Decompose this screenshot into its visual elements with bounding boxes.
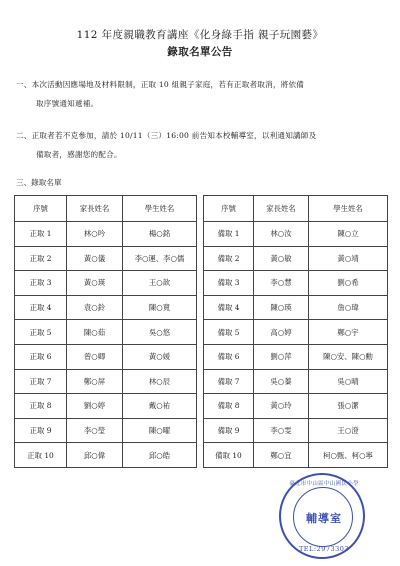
admitted-row (15, 394, 197, 419)
student-name: 李○運、李○儒 (123, 246, 197, 271)
column-header-number: 序號 (15, 196, 67, 222)
waitlist-row (204, 344, 388, 369)
row-number: 備取 1 (204, 222, 254, 247)
admitted-header-row (15, 196, 197, 222)
student-name: 黃○媛 (123, 344, 197, 369)
student-name: 楊○銘 (123, 222, 197, 247)
row-number: 備取 5 (204, 320, 254, 345)
note-1-continuation: 取序號通知遞補。 (36, 99, 99, 108)
row-number: 正取 10 (15, 443, 67, 468)
parent-name: 陳○茹 (67, 320, 123, 345)
waitlist-row (204, 369, 388, 394)
admitted-row (15, 344, 197, 369)
stamp-tel-text: TEL:2973303 (298, 545, 350, 553)
admitted-row (15, 418, 197, 443)
waitlist-header-row (204, 196, 388, 222)
parent-name: 鄭○屏 (67, 369, 123, 394)
student-name: 王○澄 (309, 418, 388, 443)
row-number: 備取 2 (204, 246, 254, 271)
student-name: 黃○靖 (309, 246, 388, 271)
waitlist-row (204, 246, 388, 271)
waitlist-table (203, 195, 388, 468)
parent-name: 林○吟 (67, 222, 123, 247)
parent-name: 鄭○宜 (254, 443, 309, 468)
waitlist-row (204, 271, 388, 296)
row-number: 備取 9 (204, 418, 254, 443)
row-number: 正取 7 (15, 369, 67, 394)
row-number: 正取 3 (15, 271, 67, 296)
student-name: 詹○瑋 (309, 295, 388, 320)
student-name: 張○潔 (309, 394, 388, 419)
waitlist-row (204, 320, 388, 345)
row-number: 正取 2 (15, 246, 67, 271)
note-2 (16, 126, 388, 164)
row-number: 備取 3 (204, 271, 254, 296)
row-number: 備取 7 (204, 369, 254, 394)
student-name: 吳○晴 (309, 369, 388, 394)
parent-name: 李○慧 (254, 271, 309, 296)
column-header-parent: 家長姓名 (254, 196, 309, 222)
row-number: 正取 8 (15, 394, 67, 419)
note-2-continuation: 備取者，感謝您的配合。 (36, 150, 122, 159)
admitted-row (15, 246, 197, 271)
admitted-row (15, 320, 197, 345)
admitted-row (15, 222, 197, 247)
row-number: 備取 8 (204, 394, 254, 419)
list-heading: 三、錄取名單 (16, 178, 62, 187)
student-name: 陳○曜 (123, 418, 197, 443)
office-seal-stamp (279, 473, 365, 559)
waitlist-row (204, 295, 388, 320)
waitlist-row (204, 394, 388, 419)
parent-name: 袁○鈴 (67, 295, 123, 320)
parent-name: 黃○敏 (254, 246, 309, 271)
student-name: 劉○希 (309, 271, 388, 296)
student-name: 柯○甄、柯○寧 (309, 443, 388, 468)
parent-name: 林○汝 (254, 222, 309, 247)
student-name: 邱○皓 (123, 443, 197, 468)
student-name: 林○辰 (123, 369, 197, 394)
student-name: 吳○悠 (123, 320, 197, 345)
parent-name: 黃○瑛 (67, 271, 123, 296)
stamp-center-text: 輔導室 (306, 512, 342, 525)
parent-name: 李○雯 (254, 418, 309, 443)
parent-name: 曾○卿 (67, 344, 123, 369)
column-header-student: 學生姓名 (123, 196, 197, 222)
column-header-student: 學生姓名 (309, 196, 388, 222)
parent-name: 邱○偉 (67, 443, 123, 468)
stamp-ring-text: 臺北市中山區中山國民小學 (289, 481, 359, 487)
row-number: 正取 9 (15, 418, 67, 443)
student-name: 戴○祐 (123, 394, 197, 419)
parent-name: 高○婷 (254, 320, 309, 345)
admitted-row (15, 295, 197, 320)
student-name: 王○歆 (123, 271, 197, 296)
row-number: 備取 4 (204, 295, 254, 320)
admitted-row (15, 443, 197, 468)
note-1-line: 一、本次活動因應場地及材料限制，正取 10 組親子家庭，若有正取者取消，將依備 (16, 80, 305, 89)
column-header-parent: 家長姓名 (67, 196, 123, 222)
document-subtitle: 錄取名單公告 (167, 46, 233, 58)
note-2-line: 二、正取者若不克參加，請於 10/11（三）16:00 前告知本校輔導室，以利通知講師及 (16, 131, 317, 140)
row-number: 正取 4 (15, 295, 67, 320)
note-1 (16, 75, 388, 113)
admitted-row (15, 271, 197, 296)
row-number: 正取 5 (15, 320, 67, 345)
waitlist-row (204, 222, 388, 247)
parent-name: 李○瑩 (67, 418, 123, 443)
document-title: 112 年度親職教育講座《化身綠手指 親子玩園藝》 (76, 29, 324, 41)
admitted-row (15, 369, 197, 394)
parent-name: 劉○萍 (254, 344, 309, 369)
column-header-number: 序號 (204, 196, 254, 222)
parent-name: 黃○儀 (67, 246, 123, 271)
parent-name: 劉○婷 (67, 394, 123, 419)
parent-name: 黃○玲 (254, 394, 309, 419)
student-name: 鄭○宇 (309, 320, 388, 345)
student-name: 陳○立 (309, 222, 388, 247)
student-name: 陳○安、陳○勳 (309, 344, 388, 369)
parent-name: 吳○蓁 (254, 369, 309, 394)
row-number: 備取 6 (204, 344, 254, 369)
admitted-table (14, 195, 197, 468)
parent-name: 陳○瑛 (254, 295, 309, 320)
row-number: 正取 1 (15, 222, 67, 247)
student-name: 陳○寬 (123, 295, 197, 320)
waitlist-row (204, 443, 388, 468)
waitlist-row (204, 418, 388, 443)
row-number: 正取 6 (15, 344, 67, 369)
row-number: 備取 10 (204, 443, 254, 468)
